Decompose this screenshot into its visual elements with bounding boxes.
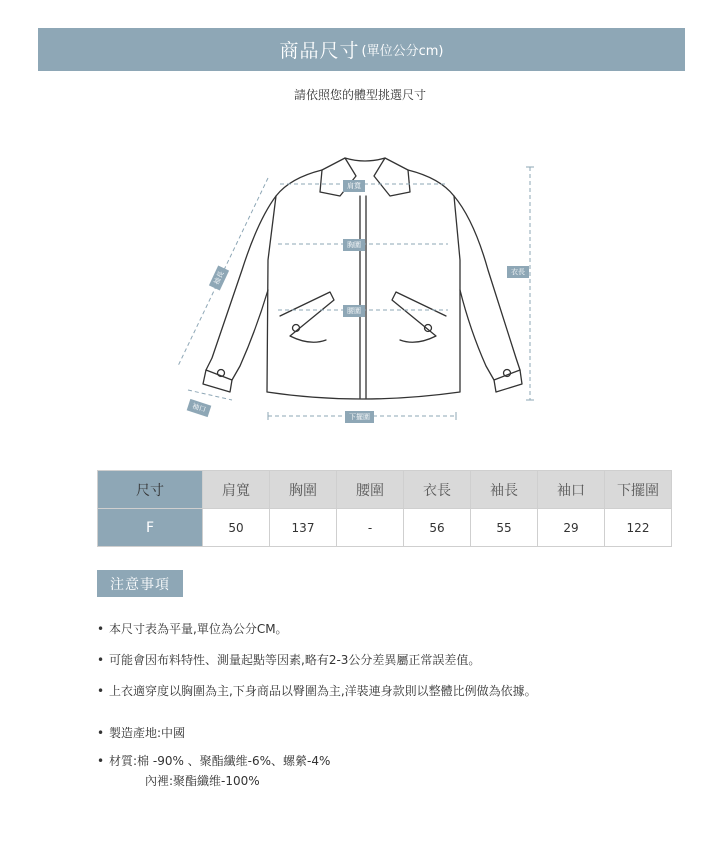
header-sleeve: 袖長 (471, 471, 538, 509)
page-title: 商品尺寸 (279, 40, 360, 62)
note-text: 上衣適穿度以胸圍為主,下身商品以臀圍為主,洋裝連身款則以整體比例做為依據。 (109, 684, 537, 698)
value-length: 56 (404, 509, 471, 547)
origin-note: • 製造產地:中國 (97, 726, 186, 740)
shoulder-label: 肩寬 (343, 180, 365, 192)
size-name: F (98, 509, 203, 547)
size-table (97, 470, 672, 547)
header-bar (38, 28, 685, 71)
material-note-2 (145, 772, 260, 789)
note-item: • 上衣適穿度以胸圍為主,下身商品以臀圍為主,洋裝連身款則以整體比例做為依據。 (97, 684, 537, 698)
note-text: 本尺寸表為平量,單位為公分CM。 (109, 622, 288, 636)
table-row (98, 509, 672, 547)
jacket-diagram (170, 140, 570, 440)
waist-label: 腰圍 (343, 305, 365, 317)
header-waist: 腰圍 (337, 471, 404, 509)
header-cuff: 袖口 (538, 471, 605, 509)
value-waist: - (337, 509, 404, 547)
header-shoulder: 肩寬 (203, 471, 270, 509)
origin-text: 製造產地:中國 (109, 726, 186, 740)
length-label: 衣長 (507, 266, 529, 278)
material-line1: 棉 -90% 、聚酯纖维-6%、螺縈-4% (137, 754, 331, 768)
jacket-illustration (170, 140, 570, 440)
note-item: • 本尺寸表為平量,單位為公分CM。 (97, 622, 288, 636)
subtitle: 請依照您的體型挑選尺寸 (293, 88, 426, 102)
header-size: 尺寸 (98, 471, 203, 509)
value-hem: 122 (605, 509, 672, 547)
note-item: • 可能會因布料特性、測量起點等因素,略有2-3公分差異屬正常誤差值。 (97, 653, 481, 667)
notes-title: 注意事項 (97, 570, 183, 597)
material-line2: 內裡:聚酯纖维-100% (145, 774, 260, 788)
size-table-header (98, 471, 672, 509)
value-cuff: 29 (538, 509, 605, 547)
note-text: 可能會因布料特性、測量起點等因素,略有2-3公分差異屬正常誤差值。 (109, 653, 481, 667)
chest-label: 胸圍 (343, 239, 365, 251)
header-hem: 下擺圍 (605, 471, 672, 509)
material-label: 材質: (109, 754, 138, 768)
cuff-label: 袖口 (187, 399, 212, 417)
value-shoulder: 50 (203, 509, 270, 547)
sleeve-label: 袖長 (209, 265, 229, 290)
hem-label: 下擺圍 (345, 411, 374, 423)
header-length: 衣長 (404, 471, 471, 509)
value-chest: 137 (270, 509, 337, 547)
value-sleeve: 55 (471, 509, 538, 547)
header-chest: 胸圍 (270, 471, 337, 509)
unit-label: (單位公分cm) (361, 44, 444, 59)
material-note: • 材質:棉 -90% 、聚酯纖维-6%、螺縈-4% (97, 754, 331, 768)
